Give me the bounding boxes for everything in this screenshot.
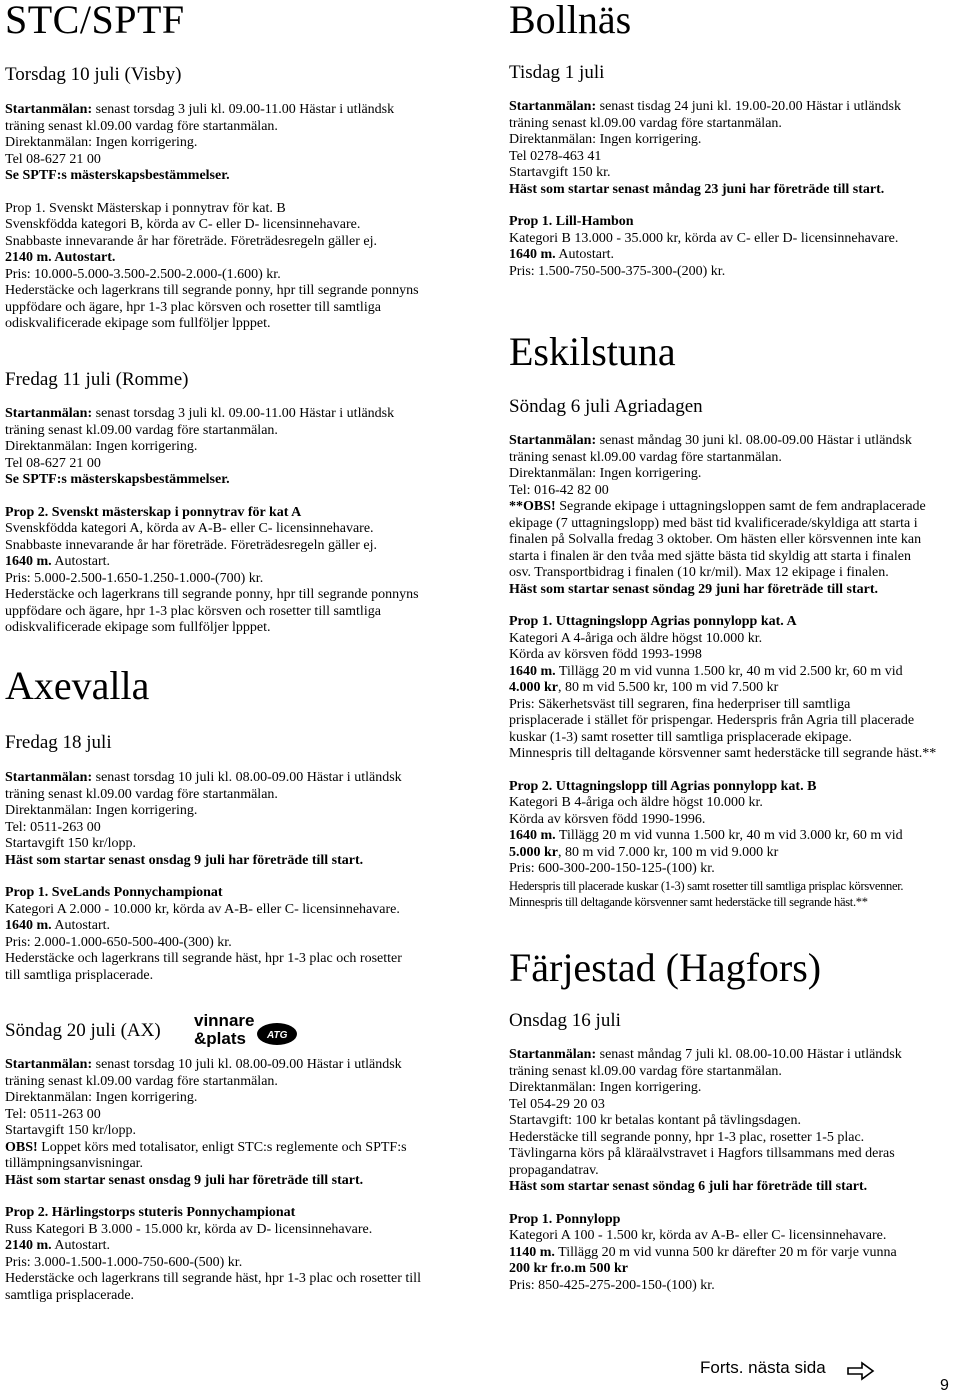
farjestad-title: Färjestad (Hagfors) <box>509 945 822 990</box>
text-line <box>5 538 467 555</box>
text-line <box>509 182 954 199</box>
text-line <box>5 1238 467 1255</box>
text-line-body: Pris: 1.500-750-500-375-300-(200) kr. <box>509 263 726 279</box>
text-line-body: träning senast kl.09.00 vardag före startanmälan. <box>509 449 782 465</box>
text-line-bold: Prop 1. Ponnylopp <box>509 1211 621 1227</box>
text-line <box>509 1163 954 1180</box>
farjestad-info <box>509 1047 954 1196</box>
text-line <box>5 456 467 473</box>
text-line-bold: Häst som startar senast söndag 29 juni har företräde till start. <box>509 581 879 597</box>
text-line-body: senast torsdag 3 juli kl. 09.00-11.00 Hästar i utländsk <box>92 102 395 117</box>
visby-prop-line: Hederstäcke och lagerkrans till segrande ponny, hpr till segrande ponnyns <box>5 283 419 298</box>
text-line <box>5 604 467 621</box>
text-line <box>509 549 954 566</box>
text-line-body: uppfödare och ägare, hpr 1-3 plac körsven och rosetter till samtliga <box>5 603 381 619</box>
text-line <box>5 521 467 538</box>
text-line-body: träning senast kl.09.00 vardag före startanmälan. <box>5 118 278 134</box>
text-line-body: Körda av körsven född 1990-1996. <box>509 811 706 827</box>
text-line <box>509 730 954 747</box>
romme-prop <box>5 505 467 637</box>
text-line-body: Segrande ekipage i uttagningsloppen samt de fem andraplacerade <box>555 499 926 514</box>
text-line <box>509 1113 954 1130</box>
text-line-bold: Prop 1. Lill-Hambon <box>509 214 634 229</box>
text-line <box>509 614 954 631</box>
text-line-bold: Startanmälan: <box>509 99 597 114</box>
text-line <box>509 697 954 714</box>
text-line-body: Snabbaste innevarande år har företräde. Företrädesregeln gäller ej. <box>5 537 377 553</box>
text-line-body: senast tisdag 24 juni kl. 19.00-20.00 Hästar i utländsk <box>596 99 901 114</box>
vinnare-plats-logo <box>193 1010 301 1047</box>
text-line-body: Tel: 0511-263 00 <box>5 819 101 835</box>
text-line <box>5 968 467 985</box>
text-line <box>509 664 954 681</box>
text-line-body: Loppet körs med totalisator, enligt STC:s reglemente och SPTF:s <box>37 1139 407 1155</box>
text-line <box>5 1255 467 1272</box>
text-line <box>509 1146 954 1163</box>
visby-prop-distance: 2140 m. Autostart. <box>5 250 116 265</box>
visby-prop-title: Prop 1. Svenskt Mästerskap i ponnytrav för kat. B <box>5 200 286 216</box>
text-line-body: träning senast kl.09.00 vardag före startanmälan. <box>5 422 278 438</box>
text-line <box>509 247 954 264</box>
text-line <box>509 231 954 248</box>
text-line-body: Direktanmälan: Ingen korrigering. <box>5 803 198 818</box>
text-line <box>5 554 467 571</box>
axevalla-title: Axevalla <box>5 663 150 708</box>
text-line-body: Tel: 0511-263 00 <box>5 1106 101 1122</box>
text-line <box>509 1097 954 1114</box>
text-line-bold: Startanmälan: <box>509 433 597 448</box>
text-line <box>5 820 467 837</box>
text-line-bold: 1640 m. <box>5 918 52 933</box>
text-line <box>5 1123 467 1140</box>
text-line <box>5 803 467 820</box>
text-line-body: träning senast kl.09.00 vardag före startanmälan. <box>5 786 278 802</box>
text-line-bold: Startanmälan: <box>5 406 93 421</box>
text-line-body: Tel 08-627 21 00 <box>5 151 101 167</box>
text-line <box>509 466 954 483</box>
text-line <box>509 812 954 829</box>
axevalla-day1-prop <box>5 885 467 984</box>
text-line <box>509 746 954 763</box>
text-line <box>509 680 954 697</box>
visby-prop-line: odiskvalificerade ekipage som fullföljer lpppet. <box>5 316 271 331</box>
text-line <box>509 1261 954 1278</box>
text-line <box>5 439 467 456</box>
text-line-body: senast måndag 30 juni kl. 08.00-09.00 Hästar i utländsk <box>596 433 912 448</box>
axevalla-day2-prop <box>5 1205 467 1304</box>
vinnare-plats-logo-graphic <box>193 1010 301 1047</box>
text-line-bold: Häst som startar senast måndag 23 juni har företräde till start. <box>509 181 885 197</box>
text-line-bold: 1140 m. <box>509 1244 555 1260</box>
page-title: STC/SPTF <box>5 0 185 42</box>
text-line <box>509 565 954 582</box>
text-line-body: Hederstäcke och lagerkrans till segrande häst, hpr 1-3 plac och rosetter till <box>5 1271 421 1286</box>
text-line-body: Pris: 3.000-1.500-1.000-750-600-(500) kr. <box>5 1254 243 1270</box>
text-line-bold: **OBS! <box>509 499 556 514</box>
text-line-bold: 1640 m. <box>5 554 52 569</box>
bollnas-info <box>509 99 954 198</box>
text-line-body: prisplacerade i stället för prispengar. Hederspris från Agria till placerade <box>509 713 915 728</box>
text-line <box>5 423 467 440</box>
text-line-bold: 200 kr fr.o.m 500 kr <box>509 1261 628 1276</box>
romme-date: Fredag 11 juli (Romme) <box>5 369 189 390</box>
text-line-body: Direktanmälan: Ingen korrigering. <box>509 466 702 481</box>
text-line <box>509 149 954 166</box>
text-line-bold: Se SPTF:s mästerskapsbestämmelser. <box>5 168 230 183</box>
text-line <box>509 1245 954 1262</box>
text-line-body: Kategori A 4-åriga och äldre högst 10.000 kr. <box>509 630 763 646</box>
text-line-bold: Prop 2. Svenskt mästerskap i ponnytrav för kat A <box>5 504 302 520</box>
text-line <box>509 1130 954 1147</box>
visby-prop-line: uppfödare och ägare, hpr 1-3 plac körsven och rosetter till samtliga <box>5 299 381 315</box>
visby-date: Torsdag 10 juli (Visby) <box>5 64 182 85</box>
text-line-body: Direktanmälan: Ingen korrigering. <box>509 132 702 147</box>
text-line-bold: Häst som startar senast onsdag 9 juli har företräde till start. <box>5 852 364 868</box>
text-line-bold: Prop 1. Uttagningslopp Agrias ponnylopp kat. A <box>509 614 797 629</box>
text-line-body: samtliga prisplacerade. <box>5 1287 135 1303</box>
text-line-body: Direktanmälan: Ingen korrigering. <box>5 1090 198 1105</box>
text-line <box>509 1064 954 1081</box>
text-line <box>5 1173 467 1190</box>
text-line <box>509 433 954 450</box>
atg-badge-text: ATG <box>267 1030 288 1041</box>
text-line-body: Hederstäcke och lagerkrans till segrande ponny, hpr till segrande ponnyns <box>5 587 419 602</box>
romme-section <box>5 369 467 637</box>
text-line-bold: Häst som startar senast onsdag 9 juli har företräde till start. <box>5 1172 364 1188</box>
text-line <box>5 587 467 604</box>
text-line <box>5 102 467 119</box>
eskilstuna-title: Eskilstuna <box>509 329 676 374</box>
text-line-bold: Häst som startar senast söndag 6 juli har företräde till start. <box>509 1179 868 1194</box>
eskilstuna-note: Minnespris till deltagande körsvenner samt hederstäcke till segrande häst.** <box>509 895 868 909</box>
eskilstuna-date: Söndag 6 juli Agriadagen <box>509 396 703 417</box>
text-line <box>5 1205 467 1222</box>
text-line-body: Tel 08-627 21 00 <box>5 455 101 471</box>
text-line <box>5 406 467 423</box>
text-line <box>5 885 467 902</box>
text-line-body: Pris: 5.000-2.500-1.650-1.250-1.000-(700) kr. <box>5 570 264 586</box>
text-line-body: Tel: 016-42 82 00 <box>509 482 609 498</box>
logo-text-top: vinnare <box>194 1011 255 1030</box>
text-line <box>5 472 467 489</box>
text-line-body: senast torsdag 3 juli kl. 09.00-11.00 Hästar i utländsk <box>92 406 395 421</box>
text-line-body: Direktanmälan: Ingen korrigering. <box>509 1080 702 1095</box>
text-line-body: Svenskfödda kategori A, körda av A-B- eller C- licensinnehavare. <box>5 521 374 536</box>
text-line-body: kuskar (1-3) samt rosetter till samtliga prisplacerade ekipage. <box>509 729 852 745</box>
text-line <box>509 828 954 845</box>
text-line-body: Tillägg 20 m vid vunna 1.500 kr, 40 m vid 3.000 kr, 60 m vid <box>555 828 903 843</box>
text-line <box>509 214 954 231</box>
text-line <box>509 1047 954 1064</box>
text-line <box>5 1090 467 1107</box>
text-line-body: odiskvalificerade ekipage som fullföljer lpppet. <box>5 620 271 635</box>
text-line-body: senast torsdag 10 juli kl. 08.00-09.00 Hästar i utländsk <box>92 770 402 785</box>
text-line-bold: 2140 m. <box>5 1238 52 1253</box>
text-line-body: Pris: 600-300-200-150-125-(100) kr. <box>509 861 715 876</box>
text-line <box>5 1156 467 1173</box>
text-line-bold: OBS! <box>5 1139 38 1155</box>
text-line <box>509 1179 954 1196</box>
axevalla-day1-info <box>5 770 467 869</box>
text-line <box>5 787 467 804</box>
page-number: 9 <box>940 1377 949 1394</box>
text-line <box>5 918 467 935</box>
text-line-body: träning senast kl.09.00 vardag före startanmälan. <box>5 1073 278 1089</box>
text-line-bold: 5.000 kr <box>509 844 558 860</box>
text-line-bold: 1640 m. <box>509 247 556 262</box>
text-line-body: Kategori A 100 - 1.500 kr, körda av A-B- eller C- licensinnehavare. <box>509 1228 887 1243</box>
text-line-bold: 4.000 kr <box>509 680 558 695</box>
bollnas-section <box>509 0 954 280</box>
logo-text-bottom: &plats <box>194 1029 246 1047</box>
text-line <box>5 1288 467 1305</box>
text-line <box>5 1074 467 1091</box>
text-line-body: Autostart. <box>555 247 615 262</box>
text-line <box>509 779 954 796</box>
text-line-body: finalen på Solvalla fredag 3 oktober. Om hästen eller körsvennen inte kan <box>509 532 922 547</box>
farjestad-date: Onsdag 16 juli <box>509 1010 621 1031</box>
text-line <box>509 631 954 648</box>
axevalla-day2-info <box>5 1057 467 1189</box>
text-line <box>5 935 467 952</box>
text-line-body: Tel 054-29 20 03 <box>509 1096 605 1112</box>
bollnas-date: Tisdag 1 juli <box>509 62 605 83</box>
text-line-body: Pris: Säkerhetsväst till segraren, fina hederpriser till samtliga <box>509 696 851 712</box>
visby-info <box>5 102 467 185</box>
text-line-bold: Startanmälan: <box>5 770 93 785</box>
text-line-body: Russ Kategori B 3.000 - 15.000 kr, körda av D- licensinnehavare. <box>5 1221 373 1237</box>
text-line <box>509 861 954 878</box>
text-line-body: Autostart. <box>51 554 111 569</box>
text-line-body: ekipage (7 uttagningslopp) med bäst tid kvalificerade/skyldiga att starta i <box>509 515 918 531</box>
text-line-bold: 1640 m. <box>509 828 556 843</box>
text-line <box>509 516 954 533</box>
axevalla-day2-date: Söndag 20 juli (AX) <box>5 1020 161 1041</box>
text-line-body: Autostart. <box>51 1238 111 1253</box>
text-line-body: , 80 m vid 7.000 kr, 100 m vid 9.000 kr <box>558 844 779 860</box>
text-line-bold: Prop 2. Härlingstorps stuteris Ponnychampionat <box>5 1205 296 1220</box>
text-line <box>5 770 467 787</box>
text-line <box>509 1228 954 1245</box>
bollnas-title: Bollnäs <box>509 0 632 42</box>
text-line-body: Startavgift 150 kr/lopp. <box>5 836 137 851</box>
text-line <box>5 1057 467 1074</box>
text-line <box>5 836 467 853</box>
text-line-bold: 1640 m. <box>509 663 556 679</box>
text-line-body: träning senast kl.09.00 vardag före startanmälan. <box>509 1063 782 1079</box>
text-line <box>509 499 954 516</box>
text-line <box>509 483 954 500</box>
text-line-body: Minnespris till deltagande körsvenner samt hederstäcke till segrande häst.** <box>509 746 937 761</box>
text-line <box>509 845 954 862</box>
text-line-body: Direktanmälan: Ingen korrigering. <box>5 135 198 150</box>
text-line <box>509 532 954 549</box>
text-line-body: Autostart. <box>51 918 111 933</box>
farjestad-section <box>509 946 954 1294</box>
text-line <box>5 951 467 968</box>
text-line <box>5 152 467 169</box>
text-line-bold: Se SPTF:s mästerskapsbestämmelser. <box>5 472 230 487</box>
text-line-body: Direktanmälan: Ingen korrigering. <box>5 439 198 454</box>
text-line <box>509 582 954 599</box>
eskilstuna-prop2 <box>509 779 954 878</box>
visby-prop <box>5 201 467 333</box>
text-line-bold: Startanmälan: <box>509 1047 597 1062</box>
text-line <box>5 168 467 185</box>
text-line-body: Kategori B 13.000 - 35.000 kr, körda av C- eller D- licensinnehavare. <box>509 230 899 246</box>
visby-prop-line: Snabbaste innevarande år har företräde. Företrädesregeln gäller ej. <box>5 233 377 249</box>
text-line <box>5 902 467 919</box>
romme-info <box>5 406 467 489</box>
hollow-arrow-right-icon <box>846 1360 876 1382</box>
text-line-body: träning senast kl.09.00 vardag före startanmälan. <box>509 115 782 131</box>
text-line-bold: Prop 2. Uttagningslopp till Agrias ponnylopp kat. B <box>509 778 817 794</box>
text-line <box>509 1278 954 1295</box>
text-line-body: Tävlingarna körs på kläraälvstravet i Hagfors tillsammans med deras <box>509 1146 895 1161</box>
text-line <box>509 132 954 149</box>
text-line-body: Startavgift: 100 kr betalas kontant på tävlingsdagen. <box>509 1113 801 1128</box>
eskilstuna-section <box>509 330 954 911</box>
text-line-body: Kategori B 4-åriga och äldre högst 10.000 kr. <box>509 795 763 810</box>
text-line-body: senast måndag 7 juli kl. 08.00-10.00 Hästar i utländsk <box>596 1047 902 1062</box>
text-line-bold: Startanmälan: <box>5 102 93 117</box>
text-line <box>5 1107 467 1124</box>
visby-prop-line: Svenskfödda kategori B, körda av C- eller D- licensinnehavare. <box>5 217 361 232</box>
text-line <box>5 1271 467 1288</box>
text-line-body: tillämpningsanvisningar. <box>5 1156 144 1171</box>
text-line-body: Tillägg 20 m vid vunna 1.500 kr, 40 m vid 2.500 kr, 60 m vid <box>555 663 903 679</box>
text-line <box>5 505 467 522</box>
text-line-bold: Startanmälan: <box>5 1057 93 1072</box>
text-line <box>5 853 467 870</box>
visby-prop-prize: Pris: 10.000-5.000-3.500-2.500-2.000-(1.600) kr. <box>5 266 281 282</box>
text-line-body: till samtliga prisplacerade. <box>5 967 154 983</box>
text-line-body: Hederstäcke och lagerkrans till segrande häst, hpr 1-3 plac och rosetter <box>5 951 402 966</box>
text-line-body: Startavgift 150 kr. <box>509 165 611 180</box>
text-line <box>5 1222 467 1239</box>
text-line-body: Pris: 850-425-275-200-150-(100) kr. <box>509 1277 715 1293</box>
text-line-bold: Prop 1. SveLands Ponnychampionat <box>5 885 223 900</box>
eskilstuna-prop1 <box>509 614 954 763</box>
text-line <box>509 99 954 116</box>
text-line <box>509 647 954 664</box>
text-line-body: , 80 m vid 5.500 kr, 100 m vid 7.500 kr <box>558 680 779 695</box>
text-line-body: Körda av körsven född 1993-1998 <box>509 647 702 662</box>
text-line-body: senast torsdag 10 juli kl. 08.00-09.00 Hästar i utländsk <box>92 1057 402 1072</box>
text-line-body: Startavgift 150 kr/lopp. <box>5 1123 137 1138</box>
text-line <box>509 165 954 182</box>
text-line <box>509 264 954 281</box>
text-line-body: Tillägg 20 m vid vunna 500 kr därefter 20 m för varje vunna <box>554 1244 897 1260</box>
axevalla-day1-date: Fredag 18 juli <box>5 732 112 753</box>
axevalla-day2-section <box>5 1020 467 1304</box>
text-line-body: propagandatrav. <box>509 1162 599 1178</box>
eskilstuna-note: Hederspris till placerade kuskar (1-3) samt rosetter till samtliga prisplac körsvenner. <box>509 878 904 893</box>
text-line <box>509 1212 954 1229</box>
text-line <box>509 116 954 133</box>
axevalla-section <box>5 664 467 984</box>
text-line <box>5 1140 467 1157</box>
text-line <box>5 135 467 152</box>
bollnas-prop <box>509 214 954 280</box>
text-line <box>509 713 954 730</box>
text-line-body: Pris: 2.000-1.000-650-500-400-(300) kr. <box>5 934 232 950</box>
visby-section <box>5 64 467 333</box>
text-line <box>5 620 467 637</box>
text-line-body: starta i finalen är den tvåa med sjätte bästa tid skyldig att starta i finalen <box>509 548 911 564</box>
farjestad-prop <box>509 1212 954 1295</box>
text-line <box>509 1080 954 1097</box>
text-line-body: Tel 0278-463 41 <box>509 148 602 164</box>
text-line <box>509 795 954 812</box>
text-line-body: Hederstäcke till segrande ponny, hpr 1-3 plac, rosetter 1-5 plac. <box>509 1129 865 1145</box>
next-page-label: Forts. nästa sida <box>700 1358 826 1377</box>
text-line <box>5 571 467 588</box>
eskilstuna-prop2-notes <box>509 878 954 911</box>
text-line-body: Kategori A 2.000 - 10.000 kr, körda av A-B- eller C- licensinnehavare. <box>5 901 400 917</box>
text-line <box>5 119 467 136</box>
text-line <box>509 450 954 467</box>
eskilstuna-info <box>509 433 954 598</box>
text-line-body: osv. Transportbidrag i finalen (10 kr/mil). Max 12 ekipage i finalen. <box>509 565 889 580</box>
